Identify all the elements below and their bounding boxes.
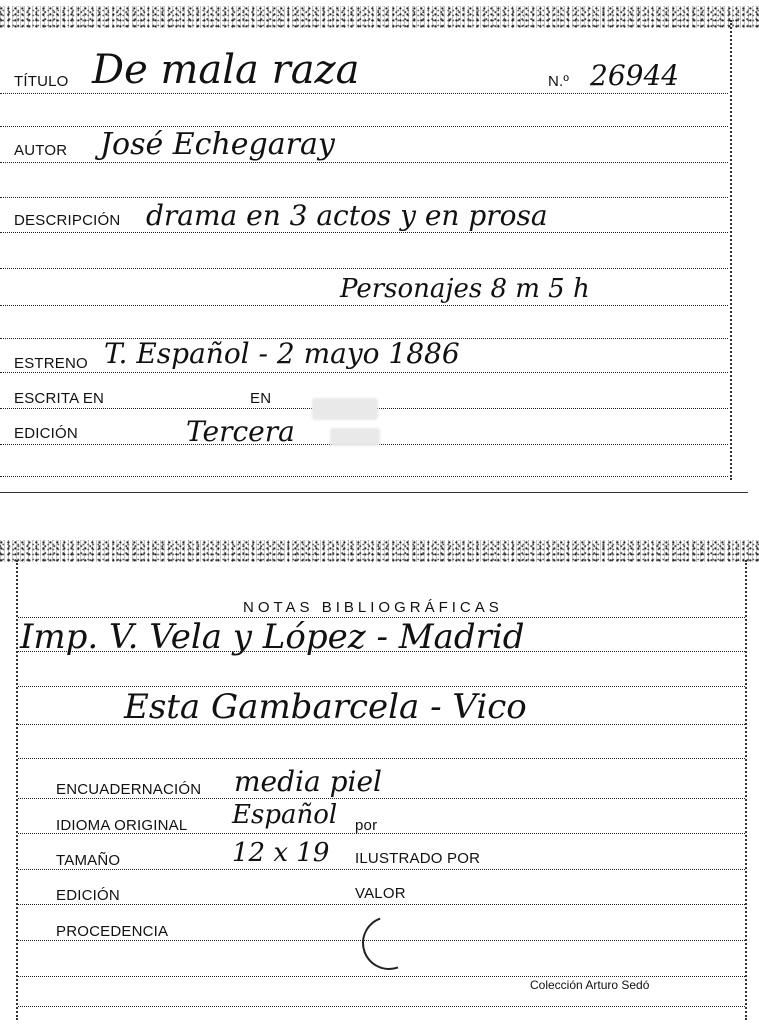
card-bottom-edge (0, 492, 748, 493)
tamano-value: 12 x 19 (232, 838, 330, 868)
estreno-value: T. Español - 2 mayo 1886 (104, 337, 460, 370)
card-edge-texture (0, 540, 759, 562)
stamp-mark (353, 907, 425, 979)
card-right-border (745, 560, 747, 1020)
descripcion-extra: Personajes 8 m 5 h (340, 274, 590, 304)
descripcion-value: drama en 3 actos y en prosa (146, 199, 548, 232)
ruled-line (0, 93, 728, 94)
numero-value: 26944 (590, 59, 680, 92)
catalog-card-top (0, 0, 759, 495)
ruled-line (0, 232, 728, 233)
ruled-line (0, 268, 728, 269)
titulo-value: De mala raza (92, 47, 360, 93)
numero-label: N.º (548, 73, 570, 90)
note-line-1: Imp. V. Vela y López - Madrid (20, 617, 525, 657)
ruled-line (18, 904, 745, 905)
card-left-border (16, 560, 18, 1020)
idioma-label: IDIOMA ORIGINAL (56, 817, 188, 834)
estreno-label: ESTRENO (14, 355, 88, 372)
ruled-line (0, 197, 728, 198)
titulo-label: TÍTULO (14, 73, 69, 90)
edicion-label-2: EDICIÓN (56, 887, 120, 904)
ruled-line (0, 305, 728, 306)
encuadernacion-label: ENCUADERNACIÓN (56, 781, 202, 798)
catalog-card-bottom (0, 540, 759, 1028)
edicion-label: EDICIÓN (14, 425, 78, 442)
ruled-line (0, 476, 728, 477)
descripcion-label: DESCRIPCIÓN (14, 212, 121, 229)
redacted-area (330, 428, 380, 446)
ruled-line (0, 372, 728, 373)
edicion-value: Tercera (186, 415, 295, 448)
ruled-line (18, 976, 745, 977)
redacted-area (312, 398, 378, 420)
autor-value: José Echegaray (100, 127, 335, 162)
valor-label: VALOR (355, 885, 406, 902)
section-title: NOTAS BIBLIOGRÁFICAS (243, 599, 503, 616)
por-label: por (355, 817, 378, 834)
en-label: EN (250, 390, 272, 407)
card-edge-texture (0, 6, 759, 28)
autor-label: AUTOR (14, 142, 68, 159)
procedencia-label: PROCEDENCIA (56, 923, 169, 940)
ruled-line (18, 869, 745, 870)
ruled-line (18, 1006, 745, 1007)
ruled-line (0, 162, 728, 163)
card-right-border (730, 20, 732, 480)
ruled-line (18, 758, 745, 759)
escrita-label: ESCRITA EN (14, 390, 105, 407)
idioma-value: Español (232, 800, 338, 830)
encuadernacion-value: media piel (234, 765, 382, 798)
collection-credit: Colección Arturo Sedó (530, 978, 650, 992)
ilustrado-label: ILUSTRADO POR (355, 850, 481, 867)
note-line-2: Esta Gambarcela - Vico (124, 687, 527, 727)
tamano-label: TAMAÑO (56, 852, 121, 869)
